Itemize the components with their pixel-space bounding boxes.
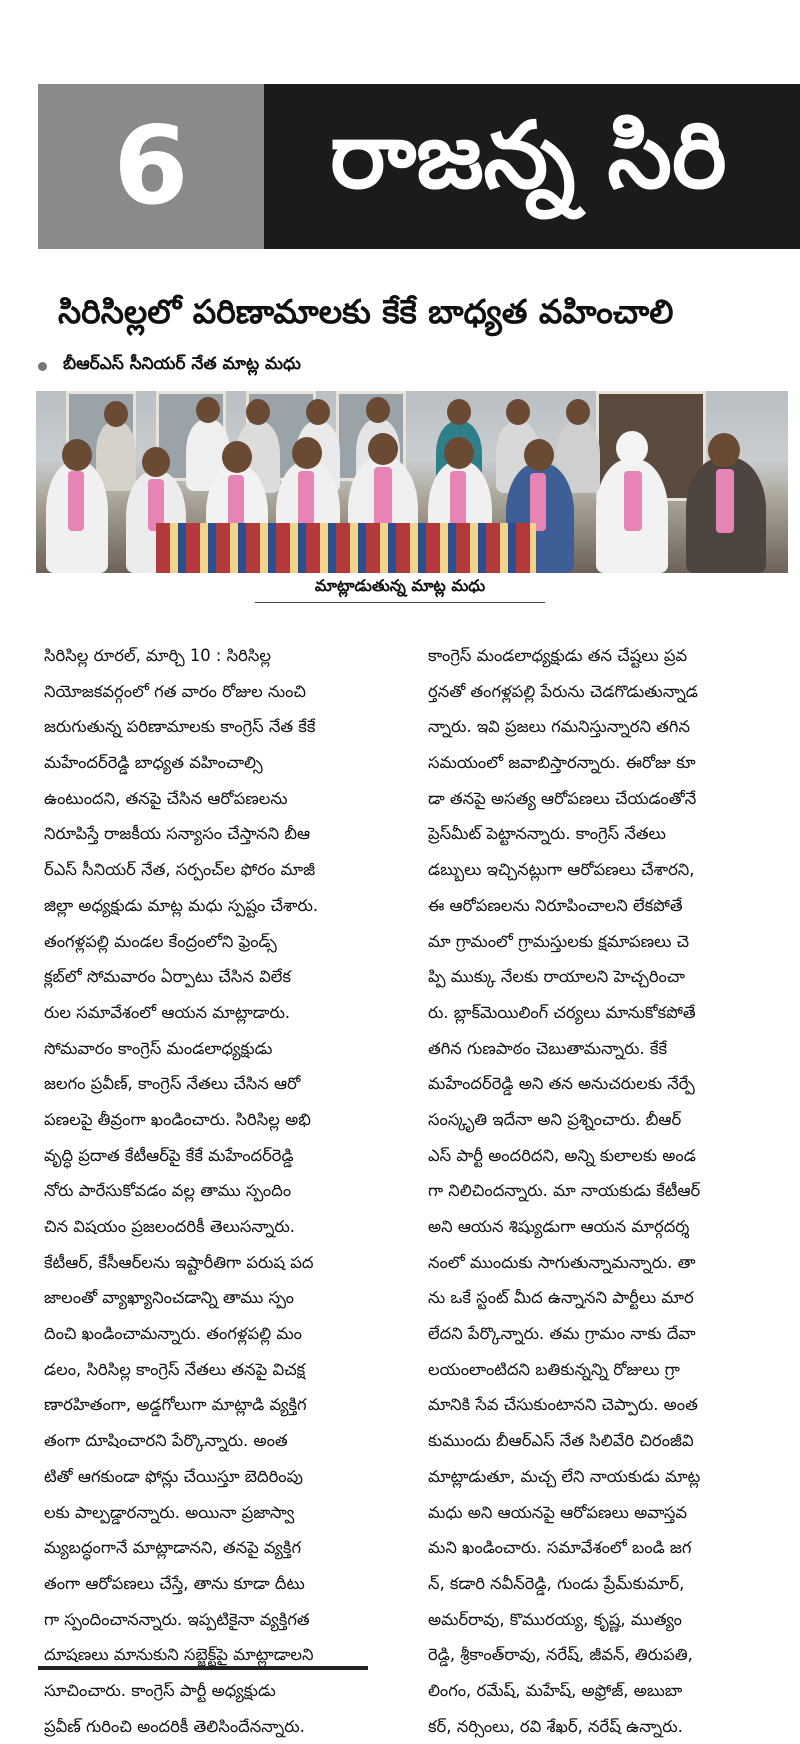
article-line: కర్, నర్సింలు, రవి శేఖర్, నరేష్ ఉన్నారు. — [428, 1716, 683, 1736]
article-line: న్, కడారి నవీన్‌రెడ్డి, గుండు ప్రేమ్‌కుమార్, — [428, 1573, 685, 1593]
article-line: మ్యబద్ధంగానే మాట్లాడానని, తనపై వ్యక్తిగ — [44, 1538, 302, 1558]
article-line: పణలపై తీవ్రంగా ఖండించారు. సిరిసిల్ల అభి — [44, 1109, 311, 1129]
article-line: తంగా ఆరోపణలు చేస్తే, తాను కూడా దీటు — [44, 1573, 305, 1593]
page-number-box — [38, 84, 264, 249]
footer-divider — [38, 1666, 368, 1670]
article-line: ప్రవీణ్ గురించి అందరికీ తెలిసిందేనన్నారు. — [44, 1716, 305, 1736]
article-line: రెడ్డి, శ్రీకాంత్‌రావు, నరేష్, జీవన్, తిరుపతి, — [428, 1645, 693, 1665]
article-line: లేదని పేర్కొన్నారు. తమ గ్రామం నాకు దేవా — [428, 1324, 696, 1344]
article-line: లింగం, రమేష్, మహేష్, అఫ్రోజ్, అబుబా — [428, 1680, 683, 1700]
article-line: దించి ఖండించామన్నారు. తంగళ్లపల్లి మం — [44, 1324, 302, 1344]
article-line: మహేందర్‌రెడ్డి బాధ్యత వహించాల్సి — [44, 753, 263, 773]
bullet-icon — [38, 362, 47, 371]
article-line: సూచించారు. కాంగ్రెస్ పార్టీ అధ్యక్షుడు — [44, 1680, 276, 1700]
article-line: దూషణలు మానుకుని సబ్జెక్ట్‌పై మాట్లాడాలని — [44, 1645, 314, 1665]
article-line: లయంలాంటిదని బతికున్నన్ని రోజులు గ్రా — [428, 1359, 680, 1379]
article-line: కేటీఆర్, కేసీఆర్‌లను ఇష్టారీతిగా పరుష పద — [44, 1252, 314, 1272]
article-line: ప్రెస్‌మీట్ పెట్టానన్నారు. కాంగ్రెస్ నేతలు — [428, 824, 666, 844]
article-line: రుల సమావేశంలో ఆయన మాట్లాడారు. — [44, 1002, 291, 1022]
article-line: తంగళ్లపల్లి మండల కేంద్రంలోని ఫ్రెండ్స్ — [44, 931, 277, 951]
article-line: అని ఆయన శిష్యుడుగా ఆయన మార్గదర్శ — [428, 1217, 690, 1236]
article-line: జిల్లా అధ్యక్షుడు మాట్ల మధు స్పష్టం చేశారు. — [44, 895, 319, 915]
district-title-box — [264, 84, 800, 249]
article-line: టితో ఆగకుండా ఫోన్లు చేయిస్తూ బెదిరింపు — [44, 1466, 303, 1486]
article-line: ఎస్ పార్టీ అందరిదని, అన్ని కులాలకు అండ — [428, 1145, 696, 1165]
article-line: ను ఒకే స్టంట్ మీద ఉన్నానని పార్టీలు మార — [428, 1288, 694, 1308]
article-line: అమర్‌రావు, కొమురయ్య, కృష్ణ, ముత్యం — [428, 1609, 682, 1629]
article-subheadline — [38, 354, 778, 378]
article-line: న్నారు. ఇవి ప్రజలు గమనిస్తున్నారని తగిన — [428, 717, 690, 737]
subheadline-text: బీఆర్ఎస్ సీనియర్ నేత మాట్ల మధు — [63, 354, 301, 374]
article-line: రు. బ్లాక్‌మెయిలింగ్ చర్యలు మానుకోకపోతే — [428, 1002, 696, 1022]
article-line: జరుగుతున్న పరిణామాలకు కాంగ్రెస్ నేత కేకే — [44, 717, 316, 737]
article-line: డా తనపై అసత్య ఆరోపణలు చేయడంతోనే — [428, 788, 697, 808]
article-line: ఉంటుందని, తనపై చేసిన ఆరోపణలను — [44, 788, 288, 808]
article-line: జాలంతో వ్యాఖ్యానించడాన్ని తాము స్పం — [44, 1288, 294, 1308]
article-line: మాట్లాడుతూ, మచ్చ లేని నాయకుడు మాట్ల — [428, 1466, 701, 1486]
article-line: మహేందర్‌రెడ్డి అని తన అనుచరులకు నేర్పే — [428, 1074, 695, 1094]
article-line: ప్పి ముక్కు నేలకు రాయాలని హెచ్చరించా — [428, 967, 685, 987]
article-line: సమయంలో జవాబిస్తారన్నారు. ఈరోజు కూ — [428, 753, 696, 773]
caption-underline — [255, 602, 545, 603]
article-line: మా గ్రామంలో గ్రామస్తులకు క్షమాపణలు చె — [428, 931, 690, 951]
article-line: ఈ ఆరోపణలను నిరూపించాలని లేకపోతే — [428, 895, 683, 915]
article-line: గా నిలిచిందన్నారు. మా నాయకుడు కేటీఆర్ — [428, 1181, 701, 1201]
article-line: డలం, సిరిసిల్ల కాంగ్రెస్ నేతలు తనపై విచక్ష — [44, 1359, 306, 1379]
article-line: గా స్పందించానన్నారు. ఇప్పటికైనా వ్యక్తిగత — [44, 1609, 310, 1629]
article-line: నంలో ముందుకు సాగుతున్నామన్నారు. తా — [428, 1252, 696, 1272]
article-line: మానికి సేవ చేసుకుంటానని చెప్పారు. అంత — [428, 1395, 698, 1415]
article-line: తంగా దూషించారని పేర్కొన్నారు. అంత — [44, 1431, 288, 1451]
article-line: సంస్కృతి ఇదేనా అని ప్రశ్నించారు. బీఆర్ — [428, 1109, 682, 1129]
article-line: చిన విషయం ప్రజలందరికీ తెలుసన్నారు. — [44, 1217, 296, 1236]
article-line: నియోజకవర్గంలో గత వారం రోజుల నుంచి — [44, 681, 306, 701]
section-banner — [38, 84, 800, 249]
article-line: తగిన గుణపాఠం చెబుతామన్నారు. కేకే — [428, 1038, 668, 1058]
press-meet-photo — [36, 391, 788, 573]
article-line: మధు అని ఆయనపై ఆరోపణలు అవాస్తవ — [428, 1502, 688, 1522]
district-title: రాజన్న సిరి — [330, 101, 727, 209]
page-number: 6 — [113, 104, 189, 229]
article-line: కాంగ్రెస్ మండలాధ్యక్షుడు తన చేష్టలు ప్రవ — [428, 646, 688, 665]
article-line: మని ఖండించారు. సమావేశంలో బండి జగ — [428, 1538, 692, 1558]
article-line: డబ్బులు ఇచ్చినట్లుగా ఆరోపణలు చేశారని, — [428, 860, 695, 880]
article-line: నోరు పారేసుకోవడం వల్ల తాము స్పందిం — [44, 1181, 292, 1201]
photo-caption: మాట్లాడుతున్న మాట్ల మధు — [314, 576, 486, 595]
article-line: ర్తనతో తంగళ్లపల్లి పేరును చెడగొడుతున్నాడ — [428, 681, 698, 701]
article-line: క్లబ్‌లో సోమవారం ఏర్పాటు చేసిన విలేక — [44, 967, 291, 987]
article-column-left — [44, 638, 399, 1744]
article-line: జలగం ప్రవీణ్, కాంగ్రెస్ నేతలు చేసిన ఆరో — [44, 1074, 301, 1094]
article-line: సిరిసిల్ల రూరల్, మార్చి 10 : సిరిసిల్ల — [44, 646, 272, 665]
article-line: లకు పాల్పడ్డారన్నారు. అయినా ప్రజాస్వా — [44, 1502, 295, 1522]
article-line: కుముందు బీఆర్ఎస్ నేత సిలివేరి చిరంజీవి — [428, 1431, 694, 1451]
article-line: ణారహితంగా, అడ్డగోలుగా మాట్లాడి వ్యక్తిగ — [44, 1395, 307, 1415]
article-line: ర్ఎస్ సీనియర్ నేత, సర్పంచ్‌ల ఫోరం మాజీ — [44, 860, 316, 880]
article-headline: సిరిసిల్లలో పరిణామాలకు కేకే బాధ్యత వహించాలి — [58, 292, 674, 331]
article-column-right — [428, 638, 788, 1744]
article-line: వృద్ధి ప్రదాత కేటీఆర్‌పై కేకే మహేందర్‌రెడ్డి — [44, 1145, 294, 1165]
article-line: సోమవారం కాంగ్రెస్ మండలాధ్యక్షుడు — [44, 1038, 273, 1058]
article-line: నిరూపిస్తే రాజకీయ సన్యాసం చేస్తానని బీఆ — [44, 824, 311, 844]
